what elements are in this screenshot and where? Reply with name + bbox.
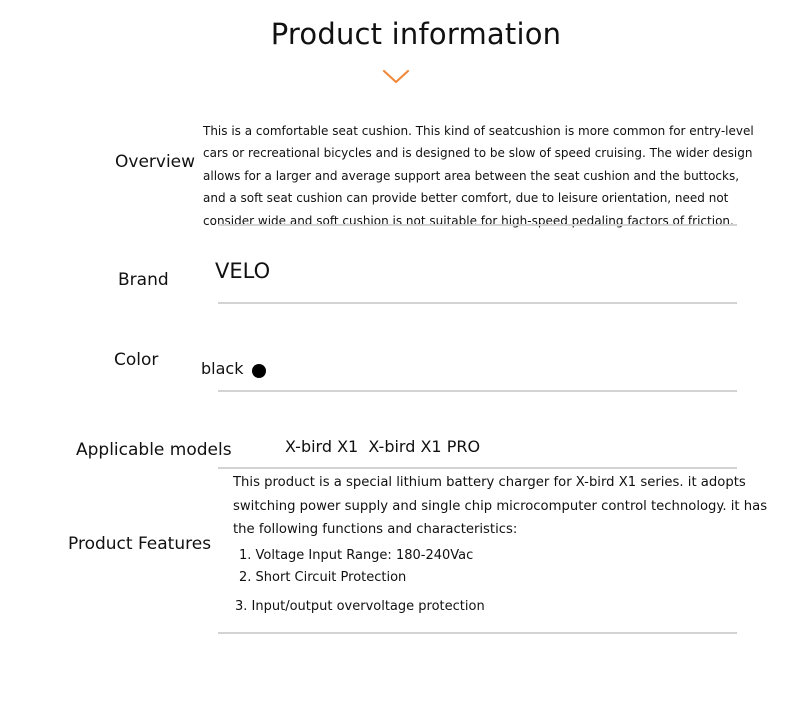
chevron-down-icon <box>382 68 410 86</box>
feature-item: 3. Input/output overvoltage protection <box>235 599 485 614</box>
overview-label: Overview <box>115 152 196 172</box>
brand-label: Brand <box>118 270 169 290</box>
divider <box>218 632 737 634</box>
brand-value: VELO <box>215 259 271 283</box>
color-value: black <box>201 359 244 378</box>
models-label: Applicable models <box>76 440 232 460</box>
color-swatch <box>252 364 266 378</box>
overview-text: This is a comfortable seat cushion. This kind of seatcushion is more common for entry-level cars or recreational bicycles and is designed to be slow of speed cruising. The wider design allows for a larger and average support area between the seat cushion and the buttocks, and a soft seat cushion can provide better comfort, due to leisure orientation, need not consider wide and soft cushion is not suitable for high-speed pedaling factors of friction. <box>203 124 754 228</box>
color-label: Color <box>114 350 159 370</box>
features-intro: This product is a special lithium battery charger for X-bird X1 series. it adopts switching power supply and single chip microcomputer control technology. it has the following functions and characteristics: <box>233 475 768 537</box>
feature-item: 1. Voltage Input Range: 180-240Vac <box>239 548 474 563</box>
feature-item: 2. Short Circuit Protection <box>239 570 407 585</box>
divider <box>218 467 737 469</box>
models-value: X-bird X1 X-bird X1 PRO <box>285 437 481 456</box>
divider <box>218 390 737 392</box>
page-title: Product information <box>270 17 562 51</box>
divider <box>218 302 737 304</box>
features-label: Product Features <box>68 534 212 554</box>
divider <box>218 224 737 226</box>
